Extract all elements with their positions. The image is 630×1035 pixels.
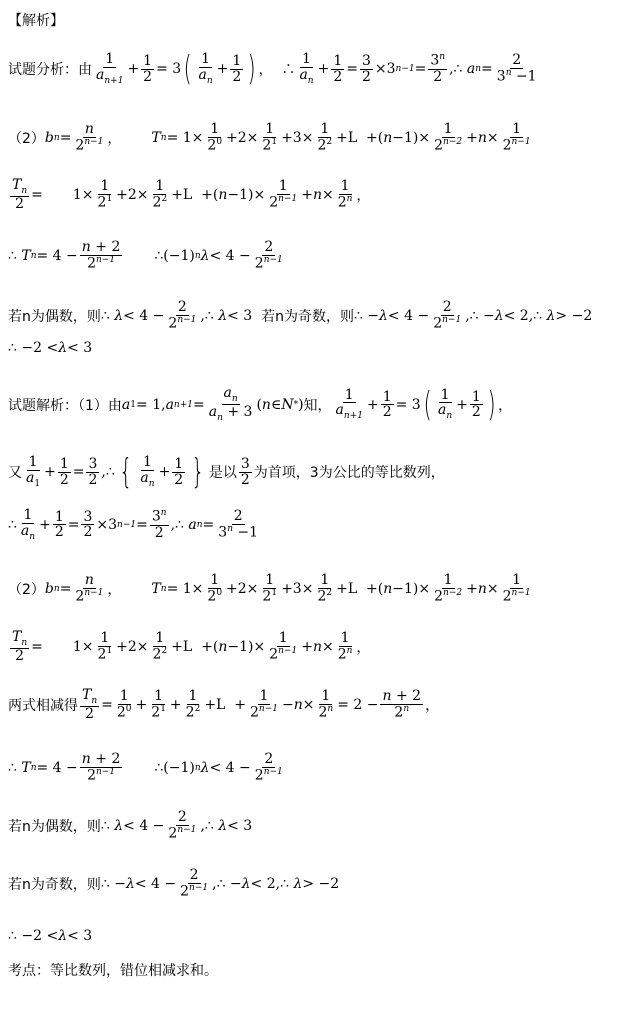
part2b-line-1: （2） b n = $\frac{n}{2^{n-1}}$ ， T n = 1× $\frac{1}{2^0}$ +2× $\frac{1}{2^1}$ +3× $\frac{1}{2^2}$ +L +( n −1)× $\frac{1}{2^{n-2}}$ + n × $\frac{1}{2^{n-1}}$ (8, 572, 531, 605)
first-term-text: 为首项，3为公比的等比数列， (253, 465, 445, 481)
subtract-line: 两式相减得 $\frac{T_n}{2}$ = $\frac{1}{2^0}$ + $\frac{1}{2^1}$ + $\frac{1}{2^2}$ +L + $\frac{1}{2^{n-1}}$ − n × $\frac{1}{2^n}$ = 2 − $\frac{n + 2}{2^n}$ ， (8, 687, 440, 723)
kaodian-line: 考点：等比数列，错位相减求和。 (8, 963, 218, 979)
solution-line-2: 又 $\frac{1}{a_1}$ + $\frac{1}{2}$ = $\frac{3}{2}$ ,∴ { $\frac{1}{a_n}$ + $\frac{1}{2}$ } 是以 $\frac{3}{2}$ 为首项，3为公比的等比数列， (8, 452, 445, 492)
odd-case-inline-label: 若n为奇数，则 (261, 308, 354, 325)
solution-line-1: 试题解析：（1）由 a 1 = 1, a n+1 = $\frac{a_n}{a_n + 3}$ ( n ∈ N * ) 知， $\frac{1}{a_{n+1}}$ + $\frac{1}{2}$ = 3 ( $\frac{1}{a_n}$ + $\frac{1}{2}$ ) ， (8, 384, 513, 425)
solution-line-3: ∴ $\frac{1}{a_n}$ + $\frac{1}{2}$ = $\frac{3}{2}$ ×3 n−1 = $\frac{3^n}{2}$ ,∴ a n = $\frac{2}{3^n -1}$ (8, 507, 259, 542)
part2-label: （2） (8, 130, 45, 147)
part2b-line-2: $\frac{T_n}{2}$ = 1× $\frac{1}{2^1}$ +2× $\frac{1}{2^2}$ +L +( n −1)× $\frac{1}{2^{n-1}}$ + n × $\frac{1}{2^n}$ ， (12, 629, 371, 665)
tn-line: ∴ T n = 4 − $\frac{n + 2}{2^{n-1}}$ ∴(−1) n λ < 4 − $\frac{2}{2^{n-1}}$ (8, 751, 283, 784)
odd-case-label: 若n为奇数，则 (8, 876, 101, 893)
even-line: 若n为偶数，则 ∴ λ < 4 − $\frac{2}{2^{n-1}}$ ,∴ λ < 3 (8, 809, 253, 842)
case-line-combined: 若n为偶数，则 ∴ λ < 4 − $\frac{2}{2^{n-1}}$ ,∴ λ < 3 若n为奇数，则 ∴ − λ < 4 − $\frac{2}{2^{n-1}}$ ,∴ − λ < 2,∴ λ > −2 (8, 299, 593, 332)
part2-line-1: （2） b n = $\frac{n}{2^{n-1}}$ ， T n = 1× $\frac{1}{2^0}$ +2× $\frac{1}{2^1}$ +3× $\frac{1}{2^2}$ +L +( n −1)× $\frac{1}{2^{n-2}}$ + n × $\frac{1}{2^{n-1}}$ (8, 121, 531, 154)
part2-line-2: $\frac{T_n}{2}$ = 1× $\frac{1}{2^1}$ +2× $\frac{1}{2^2}$ +L +( n −1)× $\frac{1}{2^{n-1}}$ + n × $\frac{1}{2^n}$ ， (12, 177, 371, 213)
know-text: 知， (303, 397, 332, 414)
header-label: 【解析】 (8, 13, 64, 29)
range-line-1: ∴ −2 < λ < 3 (8, 340, 93, 356)
even-case-label-2: 若n为偶数，则 (8, 818, 101, 835)
part2-line-3: ∴ T n = 4 − $\frac{n + 2}{2^{n-1}}$ ∴(−1) n λ < 4 − $\frac{2}{2^{n-1}}$ (8, 239, 283, 272)
even-case-label: 若n为偶数，则 (8, 308, 101, 325)
analysis-line: 试题分析：由 $\frac{1}{a_{n+1}}$ + $\frac{1}{2}$ = 3 ( $\frac{1}{a_n}$ + $\frac{1}{2}$ ) ， ∴ $\frac{1}{a_n}$ + $\frac{1}{2}$ = $\frac{3}{2}$ ×3 n−1 = $\frac{3^n}{2}$ ,∴ a n = $\frac{2}{3^n -1}$ (8, 49, 537, 89)
range-line-2: ∴ −2 < λ < 3 (8, 928, 93, 944)
also-text: 又 (8, 465, 22, 481)
is-geom-text: 是以 (208, 465, 237, 481)
solution-label: 试题解析：（1）由 (8, 397, 122, 414)
analysis-label: 试题分析：由 (8, 62, 92, 78)
part2b-label: （2） (8, 581, 45, 598)
odd-line: 若n为奇数，则 ∴ − λ < 4 − $\frac{2}{2^{n-1}}$ ,∴ − λ < 2,∴ λ > −2 (8, 867, 340, 900)
subtract-label: 两式相减得 (8, 697, 78, 714)
